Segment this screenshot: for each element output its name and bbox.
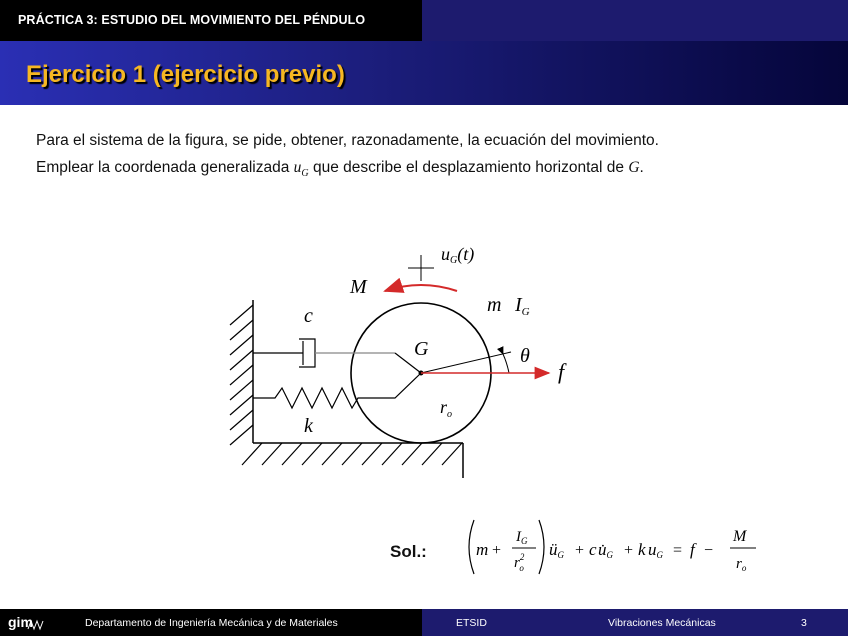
eq-plus: + (492, 542, 502, 559)
footer-page-number: 3 (801, 617, 807, 629)
footer-school: ETSID (456, 617, 487, 629)
statement-text: Emplear la coordenada generalizada (36, 159, 294, 176)
coordinate-symbol: $u_G$ (293, 159, 309, 180)
spring-label: k (304, 415, 313, 437)
footer-department: Departamento de Ingeniería Mecánica y de Materiales (85, 617, 338, 629)
solution-label: Sol.: (390, 542, 427, 561)
inertia-label: $I_G$ (515, 294, 530, 318)
displacement-label: uG(t) (441, 244, 475, 266)
course-title: PRÁCTICA 3: ESTUDIO DEL MOVIMIENTO DEL PÉNDULO (18, 13, 366, 27)
eq-radius-squared: $r^2$ o (514, 552, 525, 573)
eq-c: c (589, 540, 597, 559)
eq-m: m (476, 540, 489, 559)
statement-text: que describe el desplazamiento horizontal de (308, 159, 629, 176)
center-label: G (414, 338, 429, 360)
statement-text: . (639, 159, 644, 176)
mass-label: m (487, 294, 502, 316)
right-parenthesis (539, 520, 544, 574)
statement-line-1: Para el sistema de la figura, se pide, obtener, razonadamente, la ecuación del movimiento. (36, 132, 659, 149)
damper-label: c (304, 305, 313, 327)
gim-logo (6, 611, 46, 633)
eq-displacement: uG (648, 540, 663, 560)
exercise-title: Ejercicio 1 (ejercicio previo) (26, 61, 345, 88)
moment-label: M (350, 276, 367, 298)
eq-f: f (690, 540, 695, 559)
eq-acceleration: üG (549, 540, 564, 560)
eq-radius: $r_o$ (736, 556, 747, 573)
svg-text:gim: gim (8, 614, 33, 630)
eq-plus: + (624, 542, 634, 559)
eq-equals: = (673, 542, 683, 559)
eq-moment: M (733, 528, 747, 545)
eq-velocity: u̇G (598, 540, 613, 560)
eq-k: k (638, 540, 646, 559)
angle-label: θ (520, 345, 530, 367)
point-symbol: G (628, 159, 640, 176)
footer-subject: Vibraciones Mecánicas (608, 617, 716, 629)
radius-label: $r_o$ (440, 397, 453, 420)
eq-inertia: $I_G$ (516, 529, 528, 546)
eq-plus: + (575, 542, 585, 559)
left-parenthesis (469, 520, 474, 574)
force-label: f (558, 359, 565, 384)
eq-minus: − (704, 542, 714, 559)
